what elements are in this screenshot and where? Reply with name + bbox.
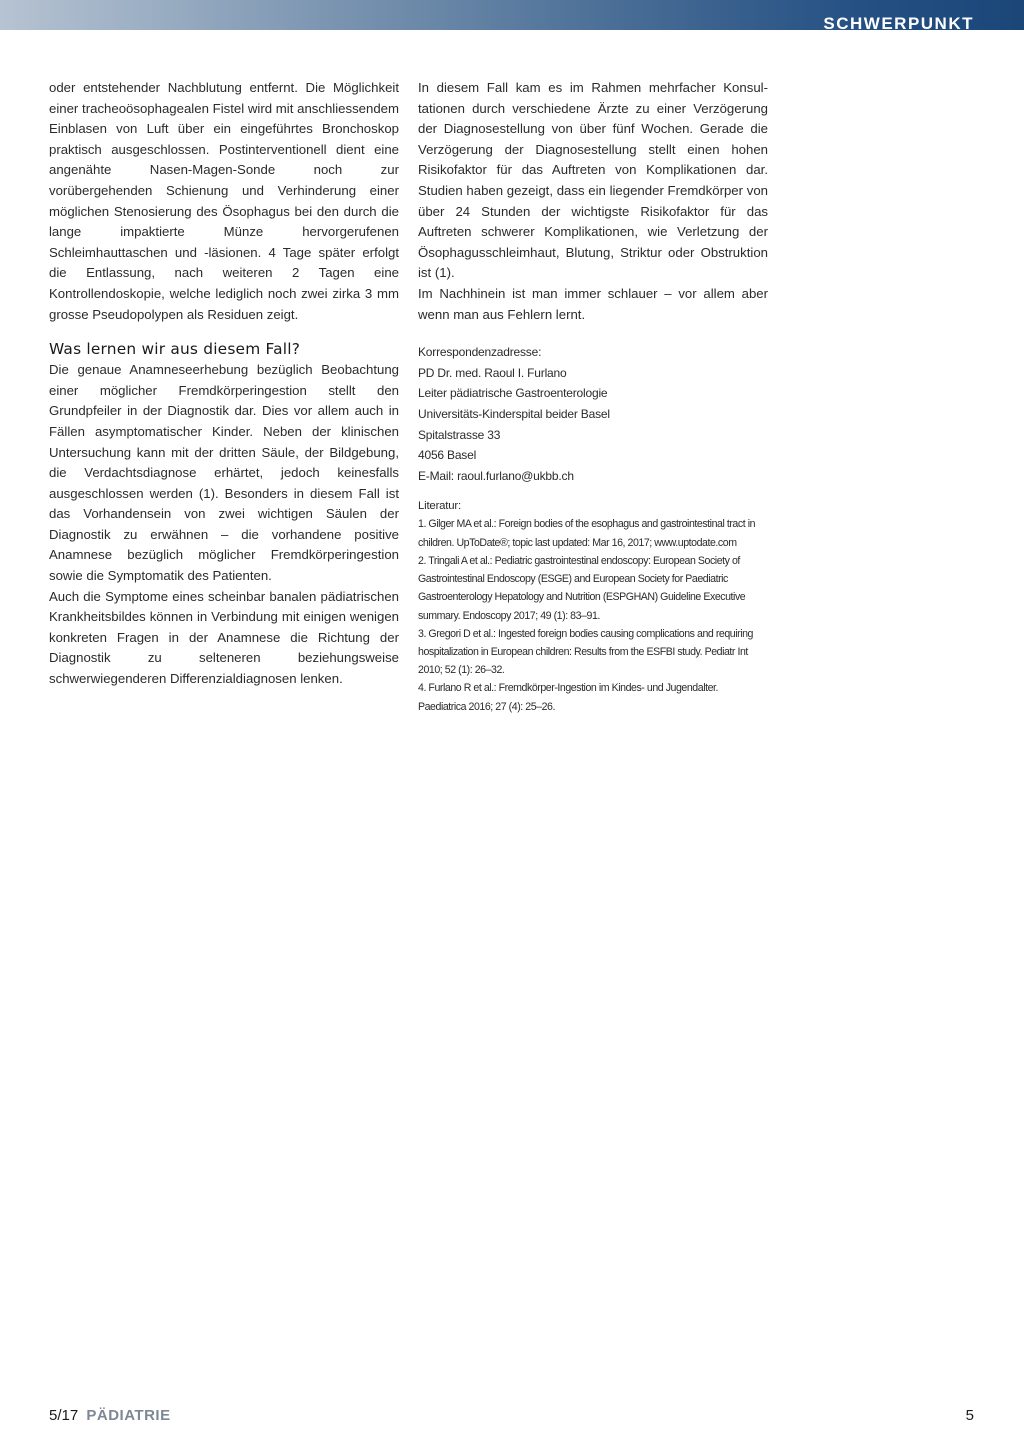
right-column bbox=[418, 78, 768, 716]
contact-city: 4056 Basel bbox=[418, 448, 477, 463]
references-title: Literatur: bbox=[418, 500, 461, 513]
contact-street: Spitalstrasse 33 bbox=[418, 427, 501, 442]
reference-item: 4. Furlano R et al.: Fremdkörper-Ingestion im Kindes- und Jugendalter. Paediatrica 2016; 27 (4): 25–26. bbox=[418, 682, 719, 713]
contact-role: Leiter pädiatrische Gastroenterologie bbox=[418, 386, 608, 401]
body-paragraph: oder entstehender Nachblutung entfernt. Die Möglichkeit einer tracheoösophagealen Fistel wird mit anschliessendem Einblasen von Luft über ein eingeführtes Bronchoskop praktisch ausgeschlossen. Postinterventionell dient eine angenähte Nasen-Magen-Sonde noch zur vorübergehenden Schienung und Verhinderung einer möglichen Stenosierung des Ösophagus bei den durch die lange impaktierte Münze hervorgerufenen Schleimhauttaschen und -läsionen. 4 Tage später erfolgt die Entlassung, nach weiteren 2 Tagen eine Kontrollendoskopie, welche lediglich noch zwei zirka 3 mm grosse Pseudopolypen als Residuen zeigt. bbox=[49, 80, 399, 322]
body-paragraph: In diesem Fall kam es im Rahmen mehrfacher Konsultationen durch verschiedene Ärzte zu einer Verzögerung der Diagnosestellung von über fünf Wochen. Gerade die Verzögerung der Diagnosestellung stellt einen hohen Risikofaktor für das Auftreten von Komplikationen dar. Studien haben gezeigt, dass ein liegender Fremdkörper von über 24 Stunden der wichtigste Risikofaktor für das Auftreten schwerer Komplikationen, wie Verletzung der Ösophagusschleimhaut, Blutung, Striktur oder Obstruktion ist (1). bbox=[418, 80, 768, 281]
reference-item: 2. Tringali A et al.: Pediatric gastrointestinal endoscopy: European Society of Gastrointestinal Endoscopy (ESGE) and European Society for Paediatric Gastroenterology Hepatology and Nutrition (ESPGHAN) Guideline Executive summary. Endoscopy 2017; 49 (1): 83–91. bbox=[418, 554, 746, 622]
footer-issue bbox=[49, 1407, 171, 1424]
contact-title: Korrespondenzadresse: bbox=[418, 345, 542, 360]
left-column bbox=[49, 78, 399, 690]
section-heading: Was lernen wir aus diesem Fall? bbox=[49, 340, 301, 359]
contact-email: E-Mail: raoul.furlano@ukbb.ch bbox=[418, 468, 574, 483]
body-paragraph: Auch die Symptome eines scheinbar banalen pädiatrischen Krankheitsbildes können in Verbindung mit einigen wenigen konkreten Fragen in der Anamnese die Richtung der Diagnostik zu selteneren beziehungsweise schwerwiegenderen Differenzialdiagnosen lenken. bbox=[49, 588, 399, 687]
page-number: 5 bbox=[965, 1407, 974, 1424]
references bbox=[418, 497, 768, 715]
section-label: SCHWERPUNKT bbox=[823, 14, 974, 33]
issue-number: 5/17 bbox=[49, 1407, 79, 1424]
reference-item: 3. Gregori D et al.: Ingested foreign bodies causing complications and requiring hospitalization in European children: Results from the ESFBI study. Pediatr Int 2010; 52 (1): 26–32. bbox=[418, 627, 753, 677]
contact-name: PD Dr. med. Raoul I. Furlano bbox=[418, 365, 567, 380]
journal-name: PÄDIATRIE bbox=[86, 1407, 171, 1424]
body-paragraph: Die genaue Anamneseerhebung bezüglich Beobachtung einer möglicher Fremdkörperingestion stellt den Grundpfeiler in der Diagnostik dar. Dies vor allem auch in Fällen asymptomatischer Kinder. Neben der klinischen Untersuchung kann mit der dritten Säule, der Bildgebung, die Verdachtsdiagnose erhärtet, jedoch keinesfalls ausgeschlossen werden (1). Besonders in diesem Fall ist das Vorhandensein von zwei wichtigen Säulen der Diagnostik zu erwähnen – die vorhandene positive Anamnese bezüglich möglicher Fremdkörperingestion sowie die Symptomatik des Patienten. bbox=[49, 362, 399, 584]
body-paragraph: Im Nachhinein ist man immer schlauer – vor allem aber wenn man aus Fehlern lernt. bbox=[418, 285, 768, 322]
contact-institution: Universitäts-Kinderspital beider Basel bbox=[418, 406, 610, 421]
correspondence-address bbox=[418, 342, 768, 486]
reference-item: 1. Gilger MA et al.: Foreign bodies of the esophagus and gastrointestinal tract in children. UpToDate®; topic last updated: Mar 16, 2017; www.uptodate.com bbox=[418, 518, 756, 549]
